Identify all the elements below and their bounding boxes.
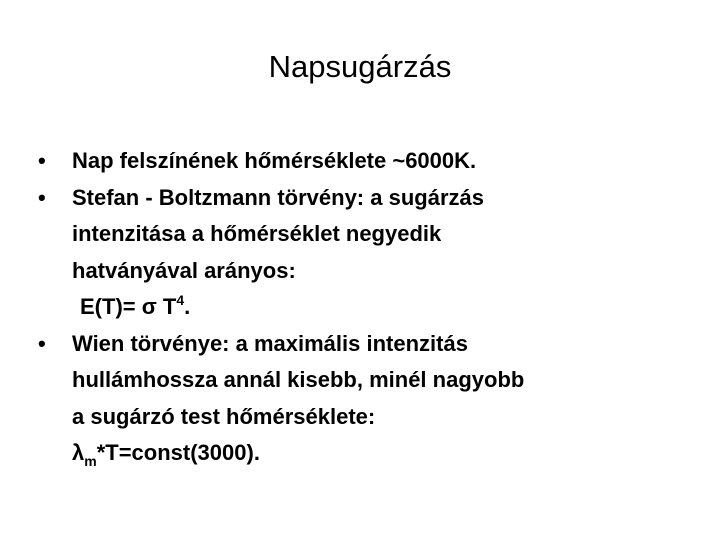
formula-subscript: m xyxy=(84,453,97,469)
stefan-boltzmann-formula xyxy=(72,289,688,326)
bullet-text-line: intenzitása a hőmérséklet negyedik xyxy=(72,221,442,246)
formula-tail: . xyxy=(184,294,191,319)
formula-lhs: E(T)= σ T xyxy=(80,294,177,319)
bullet-text-line: hatványával arányos: xyxy=(72,257,296,283)
slide-title: Napsugárzás xyxy=(268,49,452,84)
bullet-item-wien-law xyxy=(38,326,688,472)
bullet-dot: • xyxy=(38,148,46,173)
formula-symbol: λ xyxy=(72,440,85,465)
bullet-text-line: Stefan - Boltzmann törvény: a sugárzás xyxy=(72,184,484,210)
bullet-dot: • xyxy=(38,330,46,356)
bullet-text-line: a sugárzó test hőmérséklete: xyxy=(72,403,376,429)
formula-exponent: 4 xyxy=(176,292,185,308)
bullet-text-line: hullámhossza annál kisebb, minél nagyobb xyxy=(72,367,525,392)
bullet-item-surface-temperature xyxy=(38,143,688,180)
bullet-dot: • xyxy=(38,184,46,210)
bullet-text-line: Wien törvénye: a maximális intenzitás xyxy=(72,330,468,356)
bullet-item-stefan-boltzmann xyxy=(38,180,688,326)
bullet-text-line: Nap felszínének hőmérséklete ~6000K. xyxy=(72,148,477,173)
bullet-list xyxy=(38,143,688,472)
wien-formula xyxy=(72,435,688,472)
formula-rest: *T=const(3000). xyxy=(96,440,260,465)
